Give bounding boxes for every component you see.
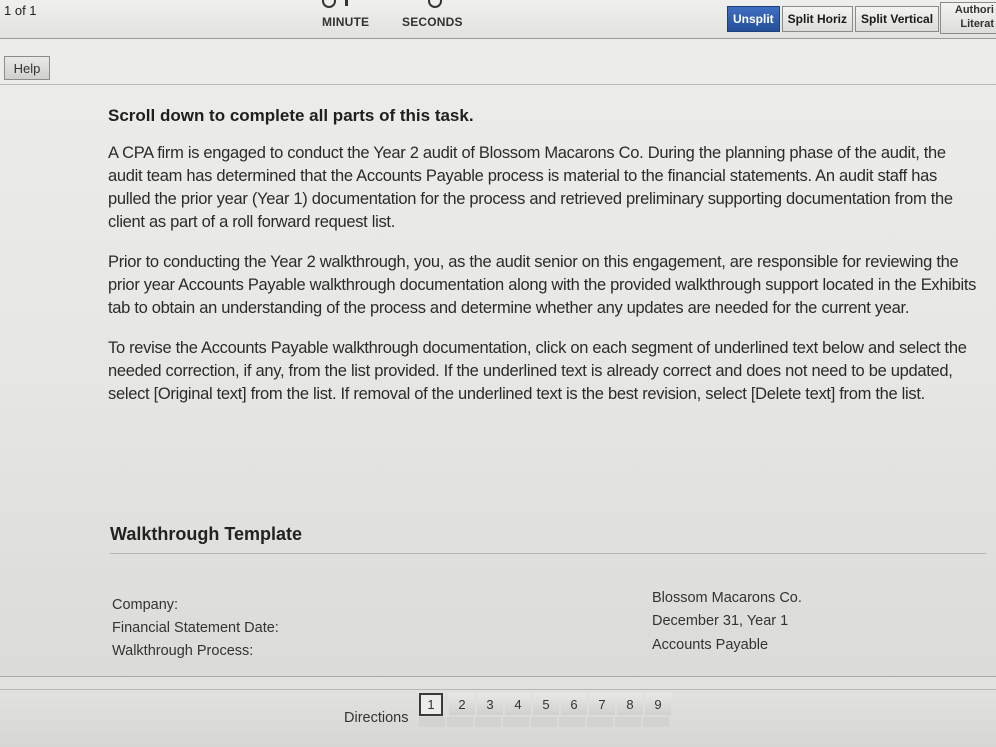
walkthrough-process-value: Accounts Payable bbox=[652, 637, 769, 653]
directions-tab[interactable]: Directions bbox=[344, 710, 409, 726]
authoritative-label-line2: Literat bbox=[960, 18, 994, 30]
divider bbox=[110, 553, 986, 554]
task-tab-5[interactable]: 5 bbox=[533, 693, 559, 715]
task-tab-6[interactable]: 6 bbox=[561, 693, 587, 715]
task-tab-4[interactable]: 4 bbox=[505, 693, 531, 715]
walkthrough-template-heading: Walkthrough Template bbox=[110, 524, 303, 544]
task-tab-1[interactable]: 1 bbox=[419, 693, 443, 716]
top-toolbar bbox=[0, 0, 996, 39]
seconds-dial-icon bbox=[428, 0, 442, 8]
minute-tick-icon bbox=[345, 0, 348, 6]
task-heading: Scroll down to complete all parts of this task. bbox=[108, 106, 474, 125]
task-tab-8[interactable]: 8 bbox=[617, 693, 643, 715]
timer-seconds-label: SECONDS bbox=[402, 15, 463, 29]
walkthrough-process-label: Walkthrough Process: bbox=[112, 643, 254, 659]
split-view-controls bbox=[727, 6, 941, 30]
unsplit-button[interactable]: Unsplit bbox=[727, 6, 780, 32]
company-label: Company: bbox=[112, 597, 179, 613]
task-tab-7[interactable]: 7 bbox=[589, 693, 615, 715]
statement-date-value: December 31, Year 1 bbox=[652, 613, 789, 629]
divider bbox=[0, 689, 996, 690]
page-count: 1 of 1 bbox=[4, 3, 37, 18]
bottom-navigation bbox=[0, 676, 996, 747]
task-paragraph: Prior to conducting the Year 2 walkthrough, you, as the audit senior on this engagement, are responsible for reviewing the prior year Accounts Payable walkthrough documentation along with the provided walkthrough support located in the Exhibits tab to obtain an understanding of the process and determine whether any updates are needed for the current year. bbox=[108, 253, 977, 317]
authoritative-label-line1: Authori bbox=[954, 4, 994, 16]
split-vertical-button[interactable]: Split Vertical bbox=[855, 6, 939, 32]
company-value: Blossom Macarons Co. bbox=[652, 590, 802, 606]
task-tabs bbox=[419, 693, 673, 716]
minute-dial-icon bbox=[322, 0, 336, 8]
help-button[interactable]: Help bbox=[4, 56, 50, 80]
task-tab-3[interactable]: 3 bbox=[477, 693, 503, 715]
split-horiz-button[interactable]: Split Horiz bbox=[782, 6, 853, 32]
timer-minute-label: MINUTE bbox=[322, 15, 370, 29]
task-paragraph: A CPA firm is engaged to conduct the Year 2 audit of Blossom Macarons Co. During the planning phase of the audit, the audit team has determined that the Accounts Payable process is material to the financial statements. An audit staff has pulled the prior year (Year 1) documentation for the process and retrieved preliminary supporting documentation from the client as part of a roll forward request list. bbox=[108, 144, 953, 231]
task-content bbox=[108, 106, 978, 423]
tab-strip-shadow bbox=[419, 717, 669, 727]
authoritative-literature-button[interactable] bbox=[940, 2, 996, 34]
statement-date-label: Financial Statement Date: bbox=[112, 620, 279, 636]
task-paragraph: To revise the Accounts Payable walkthrough documentation, click on each segment of underlined text below and select the needed correction, if any, from the list provided. If the underlined text is already correct and does not need to be updated, select [Original text] from the list. If removal of the underlined text is the best revision, select [Delete text] from the list. bbox=[108, 339, 967, 403]
task-tab-2[interactable]: 2 bbox=[449, 693, 475, 715]
task-tab-9[interactable]: 9 bbox=[645, 693, 671, 715]
help-bar bbox=[0, 48, 996, 85]
